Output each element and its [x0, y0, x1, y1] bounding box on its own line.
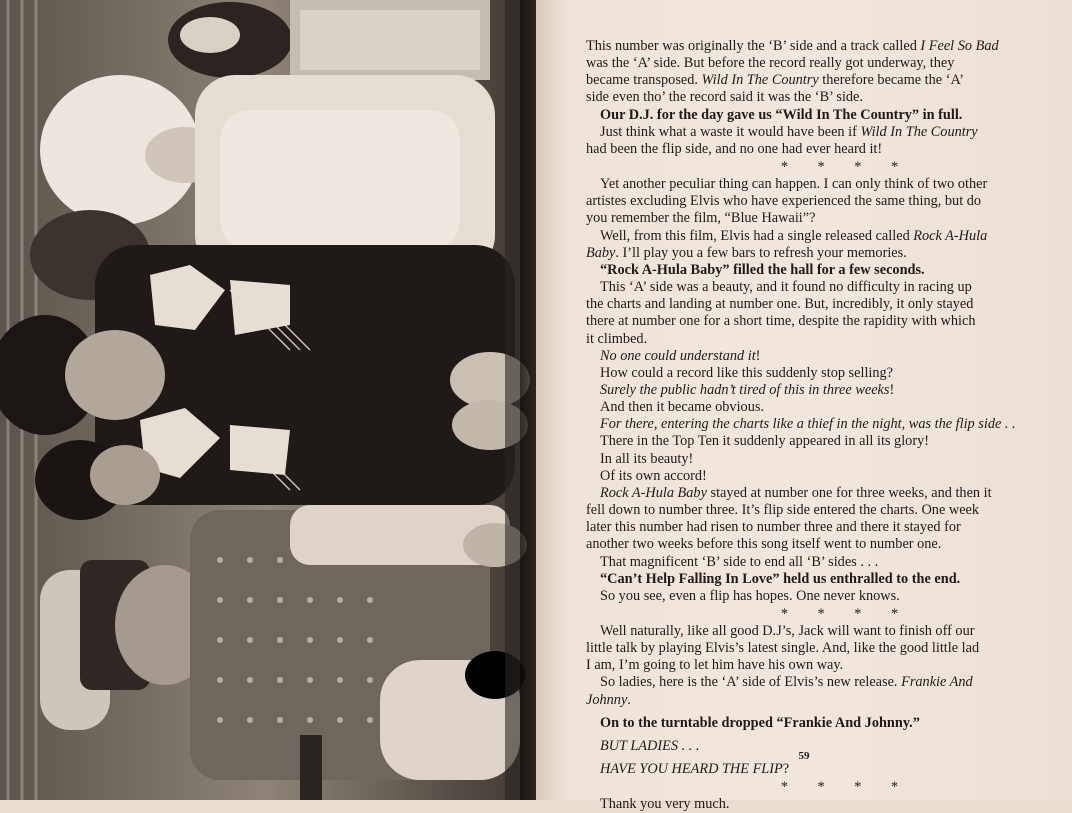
bold-text: “Rock A-Hula Baby” filled the hall for a few seconds.: [600, 261, 925, 278]
text-line: [586, 313, 1041, 330]
italic-text: No one could understand it: [600, 347, 756, 364]
section-divider-stars: * * * *: [780, 159, 899, 176]
text-run: And then it became obvious.: [600, 399, 764, 416]
text-run: This number was originally the ‘B’ side and a track called: [586, 38, 921, 54]
text-line: [586, 124, 1041, 141]
text-line: [586, 331, 1041, 348]
text-run: !: [755, 347, 761, 364]
text-run: Just think what a waste it would have been if: [600, 123, 861, 140]
text-line: [586, 657, 1041, 674]
text-run: Well, from this film, Elvis had a single released called: [600, 227, 914, 244]
italic-text: Wild In The Country: [860, 123, 978, 140]
text-line: [586, 692, 1041, 709]
text-line: [586, 623, 1041, 640]
text-line: [586, 89, 1041, 106]
text-run: That magnificent ‘B’ side to end all ‘B’ sides . . .: [600, 553, 879, 570]
italic-text: Baby: [586, 244, 616, 261]
italic-text: Rock A-Hula Baby: [600, 484, 707, 501]
text-run: In all its beauty!: [600, 450, 694, 467]
text-run: side even tho’ the record said it was the ‘B’ side.: [586, 89, 863, 106]
text-line: [586, 176, 1041, 193]
text-line: [586, 571, 1041, 588]
text-run: stayed at number one for three weeks, and then it: [706, 484, 992, 501]
text-line: [586, 554, 1041, 571]
text-run: !: [889, 381, 895, 398]
text-line: [586, 279, 1041, 296]
text-run: Well naturally, like all good D.J’s, Jack will want to finish off our: [600, 623, 975, 639]
italic-text: Frankie And: [901, 674, 973, 691]
text-line: [586, 640, 1041, 657]
italic-text: Rock A-Hula: [913, 227, 988, 244]
text-run: little talk by playing Elvis’s latest single. And, like the good little lad: [586, 640, 980, 657]
text-line: [586, 245, 1041, 262]
text-run: This ‘A’ side was a beauty, and it found no difficulty in racing up: [600, 279, 972, 296]
text-line: [586, 38, 1041, 55]
text-run: there at number one for a short time, despite the rapidity with which: [586, 313, 976, 330]
italic-text: BUT LADIES . . .: [600, 737, 700, 754]
bold-text: Our D.J. for the day gave us “Wild In The Country” in full.: [600, 106, 963, 123]
body-text: [586, 38, 1041, 813]
text-line: [586, 262, 1041, 279]
text-run: artistes excluding Elvis who have experienced the same thing, but do: [586, 193, 982, 210]
text-run: therefore became the ‘A’: [818, 72, 964, 89]
text-run: I am, I’m going to let him have his own way.: [586, 657, 844, 674]
text-line: [586, 536, 1041, 553]
text-line: [586, 72, 1041, 89]
text-line: [586, 761, 1041, 778]
text-run: So ladies, here is the ‘A’ side of Elvis’s new release.: [600, 674, 902, 691]
italic-text: For there, entering the charts like a thief in the night, was the flip side . .: [600, 416, 1016, 433]
text-run: fell down to number three. It’s flip side entered the charts. One week: [586, 502, 980, 519]
text-line: [586, 451, 1041, 468]
italic-text: HAVE YOU HEARD THE FLIP: [600, 761, 783, 778]
text-line: [586, 433, 1041, 450]
text-run: another two weeks before this song itself went to number one.: [586, 536, 942, 553]
text-run: later this number had risen to number three and there it stayed for: [586, 519, 961, 536]
text-line: [586, 399, 1041, 416]
text-line: [586, 228, 1041, 245]
bold-text: “Can’t Help Falling In Love” held us enthralled to the end.: [600, 570, 961, 587]
text-line: [586, 193, 1041, 210]
film-still-photograph: [0, 0, 536, 800]
text-run: How could a record like this suddenly stop selling?: [600, 364, 894, 381]
page-number: 59: [798, 750, 810, 762]
text-run: was the ‘A’ side. But before the record really got underway, they: [586, 55, 955, 72]
text-line: [586, 485, 1041, 502]
italic-text: I Feel So Bad: [920, 38, 999, 54]
photo-page: [0, 0, 536, 800]
text-run: . I’ll play you a few bars to refresh your memories.: [615, 244, 907, 261]
text-run: became transposed.: [586, 72, 702, 89]
text-line: [586, 296, 1041, 313]
section-divider-stars: * * * *: [780, 779, 899, 796]
text-line: [586, 210, 1041, 227]
text-run: Yet another peculiar thing can happen. I can only think of two other: [600, 176, 988, 193]
text-line: [586, 348, 1041, 365]
text-line: [586, 416, 1041, 433]
text-line: [586, 502, 1041, 519]
text-line: [586, 382, 1041, 399]
text-run: Of its own accord!: [600, 467, 707, 484]
text-line: [586, 674, 1041, 691]
text-line: [586, 519, 1041, 536]
closing-line: Thank you very much.: [600, 796, 730, 813]
italic-text: Surely the public hadn’t tired of this in three weeks: [600, 381, 890, 398]
text-run: There in the Top Ten it suddenly appeared in all its glory!: [600, 433, 929, 450]
text-line: [586, 588, 1041, 605]
italic-text: Wild In The Country: [701, 72, 819, 89]
text-run: ?: [782, 761, 790, 778]
text-run: had been the flip side, and no one had ever heard it!: [586, 140, 883, 157]
text-line: [586, 141, 1041, 158]
text-run: the charts and landing at number one. But, incredibly, it only stayed: [586, 296, 974, 313]
text-line: [586, 55, 1041, 72]
text-line: [586, 468, 1041, 485]
section-divider-stars: * * * *: [780, 606, 899, 622]
text-run: So you see, even a flip has hopes. One never knows.: [600, 587, 900, 604]
text-run: .: [627, 691, 631, 708]
text-line: [586, 715, 1041, 732]
text-line: [586, 365, 1041, 382]
text-page: [536, 0, 1072, 813]
italic-text: Johnny: [586, 691, 628, 708]
bold-text: On to the turntable dropped “Frankie And Johnny.”: [600, 714, 920, 731]
text-line: [586, 107, 1041, 124]
text-run: it climbed.: [586, 330, 648, 347]
text-run: you remember the film, “Blue Hawaii”?: [586, 210, 816, 227]
